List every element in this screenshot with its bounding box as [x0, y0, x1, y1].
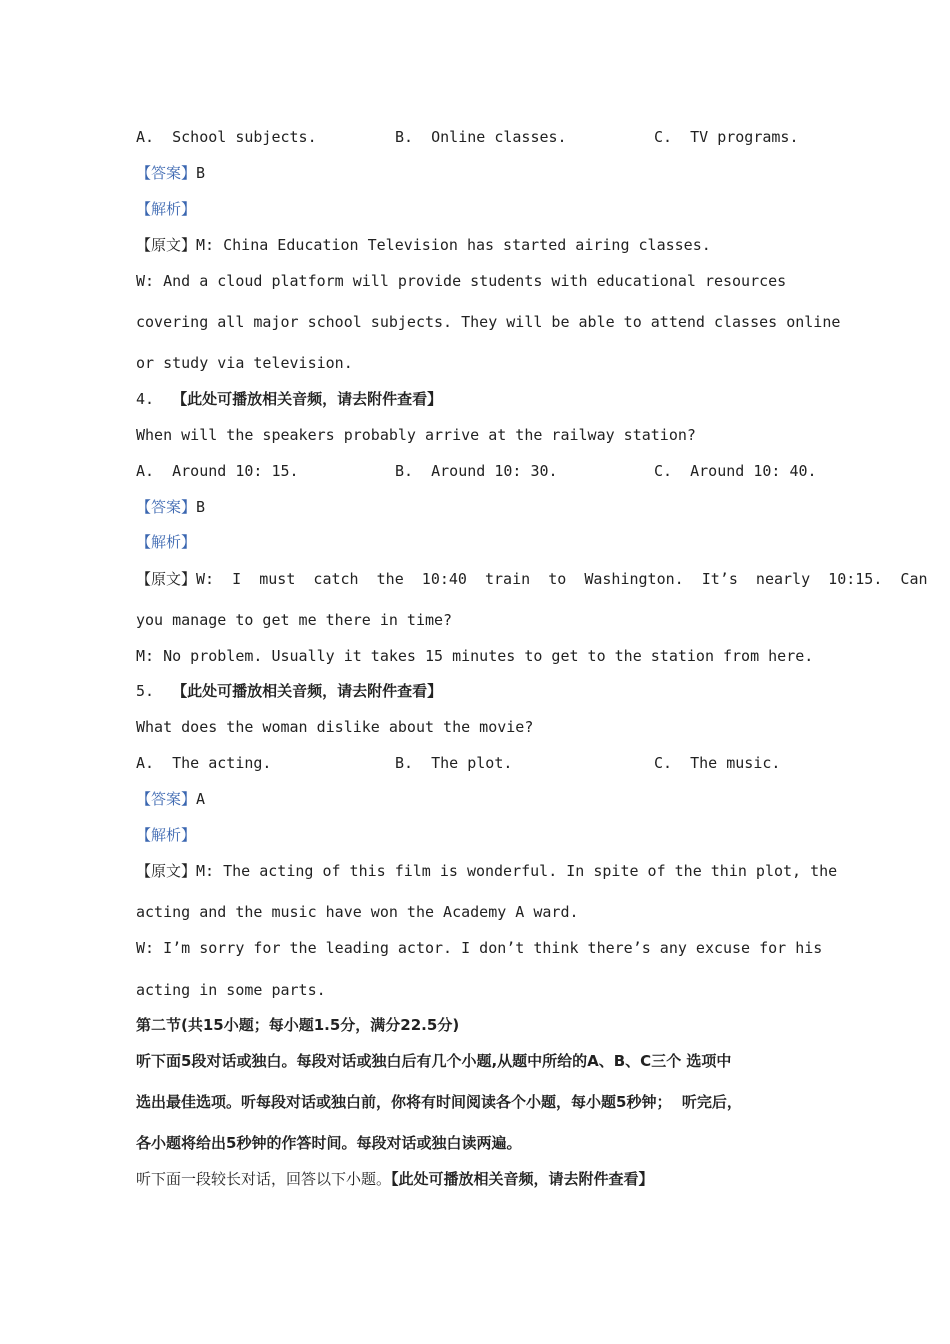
- original-tag: 【原文】: [136, 862, 197, 880]
- q4-transcript-line: [136, 569, 928, 589]
- q5-transcript-line: W: I’m sorry for the leading actor. I don’t think there’s any excuse for his: [136, 939, 823, 957]
- q4-option-a: A. Around 10: 15.: [136, 462, 299, 480]
- answer-value: B: [196, 164, 206, 182]
- q5-option-c: C. The music.: [654, 754, 781, 772]
- section-heading: 第二节(共15小题；每小题1.5分，满分22.5分): [136, 1016, 460, 1034]
- q5-option-a: A. The acting.: [136, 754, 272, 772]
- audio-note: 【此处可播放相关音频，请去附件查看】: [172, 682, 443, 700]
- q3-transcript-line: covering all major school subjects. They will be able to attend classes online: [136, 313, 841, 331]
- q3-option-b: B. Online classes.: [395, 128, 567, 146]
- answer-value: A: [196, 790, 206, 808]
- transcript-text: M: China Education Television has started airing classes.: [196, 236, 711, 254]
- intro-text: 听下面一段较长对话，回答以下小题。: [136, 1170, 392, 1188]
- q5-header: [136, 681, 442, 701]
- transcript-text: W: I must catch the 10:40 train to Washington. It’s nearly 10:15. Can: [196, 570, 928, 588]
- question-number: 5.: [136, 682, 173, 700]
- answer-tag: 【答案】: [136, 790, 197, 808]
- answer-tag: 【答案】: [136, 498, 197, 516]
- q3-transcript-line: or study via television.: [136, 354, 353, 372]
- q3-transcript-line: W: And a cloud platform will provide students with educational resources: [136, 272, 787, 290]
- section-intro: [136, 1169, 654, 1189]
- q5-transcript-line: acting and the music have won the Academy A ward.: [136, 903, 579, 921]
- q5-question: What does the woman dislike about the movie?: [136, 718, 534, 736]
- original-tag: 【原文】: [136, 570, 197, 588]
- q3-answer: [136, 163, 205, 183]
- q5-transcript-line: acting in some parts.: [136, 981, 326, 999]
- q4-option-c: C. Around 10: 40.: [654, 462, 817, 480]
- q4-transcript-line: M: No problem. Usually it takes 15 minutes to get to the station from here.: [136, 647, 814, 665]
- question-number: 4.: [136, 390, 173, 408]
- q3-option-c: C. TV programs.: [654, 128, 799, 146]
- q5-transcript-line: [136, 861, 837, 881]
- q5-option-b: B. The plot.: [395, 754, 513, 772]
- q5-answer: [136, 789, 205, 809]
- section-instructions: 听下面5段对话或独白。每段对话或独白后有几个小题,从题中所给的A、B、C三个 选项中: [136, 1052, 732, 1070]
- q5-analysis-tag: 【解析】: [136, 826, 197, 844]
- q4-answer: [136, 497, 205, 517]
- audio-note: 【此处可播放相关音频，请去附件查看】: [172, 390, 443, 408]
- q4-analysis-tag: 【解析】: [136, 533, 197, 551]
- q4-question: When will the speakers probably arrive at the railway station?: [136, 426, 696, 444]
- audio-note: 【此处可播放相关音频，请去附件查看】: [391, 1170, 654, 1188]
- q4-option-b: B. Around 10: 30.: [395, 462, 558, 480]
- q3-option-a: A. School subjects.: [136, 128, 317, 146]
- q4-transcript-line: you manage to get me there in time?: [136, 611, 453, 629]
- q4-header: [136, 389, 442, 409]
- section-instructions: 各小题将给出5秒钟的作答时间。每段对话或独白读两遍。: [136, 1134, 522, 1152]
- original-tag: 【原文】: [136, 236, 197, 254]
- answer-value: B: [196, 498, 206, 516]
- transcript-text: M: The acting of this film is wonderful. In spite of the thin plot, the: [196, 862, 838, 880]
- section-instructions: 选出最佳选项。听每段对话或独白前，你将有时间阅读各个小题，每小题5秒钟； 听完后，: [136, 1093, 742, 1111]
- answer-tag: 【答案】: [136, 164, 197, 182]
- q3-transcript-line: [136, 235, 711, 255]
- q3-analysis-tag: 【解析】: [136, 200, 197, 218]
